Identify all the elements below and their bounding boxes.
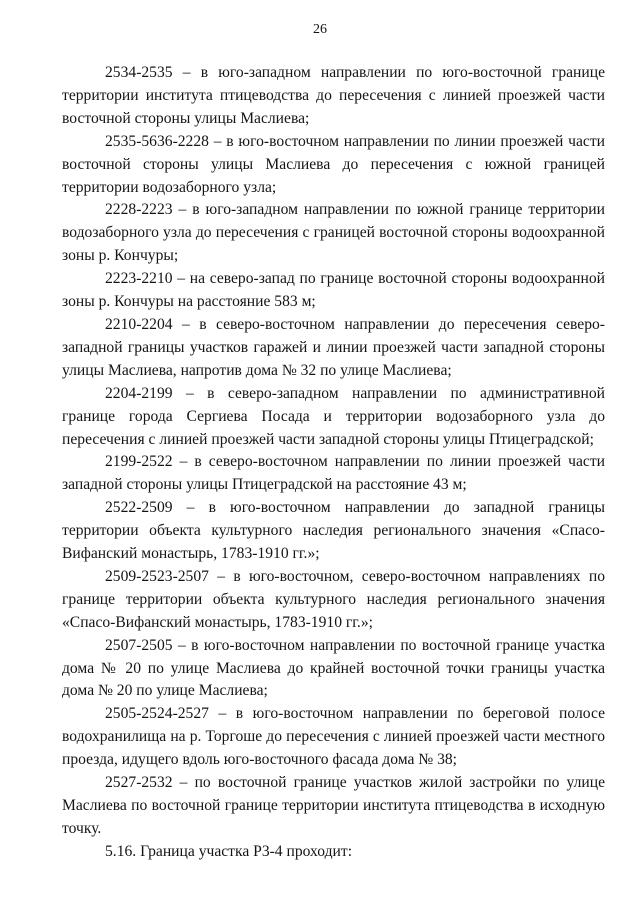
document-body (62, 62, 605, 864)
paragraph-segment-2522-2509: 2522-2509 – в юго-восточном направлении до западной границы территории объекта культурного наследия регионального значения «Спасо-Вифанский монастырь, 1783-1910 гг.»; (62, 499, 605, 563)
paragraph-segment-2527-2532: 2527-2532 – по восточной границе участков жилой застройки по улице Маслиева по восточной границе территории института птицеводства в исходную точку. (62, 774, 605, 837)
paragraph-segment-2534-2535: 2534-2535 – в юго-западном направлении по юго-восточной границе территории института птицеводства до пересечения с линией проезжей части восточной стороны улицы Маслиева; (62, 64, 605, 127)
section-heading-5-16: 5.16. Граница участка Р3-4 проходит: (105, 842, 353, 860)
paragraph-segment-2507-2505: 2507-2505 – в юго-восточном направлении по восточной границе участка дома № 20 по улице Маслиева до крайней восточной точки границы участка дома № 20 по улице Маслиева; (62, 636, 605, 700)
paragraph-segment-2204-2199: 2204-2199 – в северо-западном направлении по административной границе города Сергиева Посада и территории водозаборного узла до пересечения с линией проезжей части западной стороны улицы Птицеградской; (62, 384, 605, 448)
page-number: 26 (313, 22, 327, 37)
paragraph-segment-2210-2204: 2210-2204 – в северо-восточном направлении до пересечения северо-западной границы участков гаражей и линии проезжей части западной стороны улицы Маслиева, напротив дома № 32 по улице Маслиева; (62, 315, 605, 379)
paragraph-segment-2509-2507: 2509-2523-2507 – в юго-восточном, северо-восточном направлениях по границе территории объекта культурного наследия регионального значения «Спасо-Вифанский монастырь, 1783-1910 гг.»; (62, 567, 605, 631)
paragraph-segment-2505-2527: 2505-2524-2527 – в юго-восточном направлении по береговой полосе водохранилища на р. Торгоше до пересечения с линией проезжей части местного проезда, идущего вдоль юго-восточного фасада дома № 38; (62, 705, 605, 769)
paragraph-segment-2228-2223: 2228-2223 – в юго-западном направлении по южной границе территории водозаборного узла до пересечения с границей восточной стороны водоохранной зоны р. Кончуры; (62, 201, 605, 265)
paragraph-segment-2535-2228: 2535-5636-2228 – в юго-восточном направлении по линии проезжей части восточной стороны улицы Маслиева до пересечения с южной границей территории водозаборного узла; (62, 132, 605, 196)
paragraph-segment-2199-2522: 2199-2522 – в северо-восточном направлении по линии проезжей части западной стороны улицы Птицеградской на расстояние 43 м; (62, 453, 605, 494)
paragraph-segment-2223-2210: 2223-2210 – на северо-запад по границе восточной стороны водоохранной зоны р. Кончуры на расстояние 583 м; (62, 270, 605, 311)
